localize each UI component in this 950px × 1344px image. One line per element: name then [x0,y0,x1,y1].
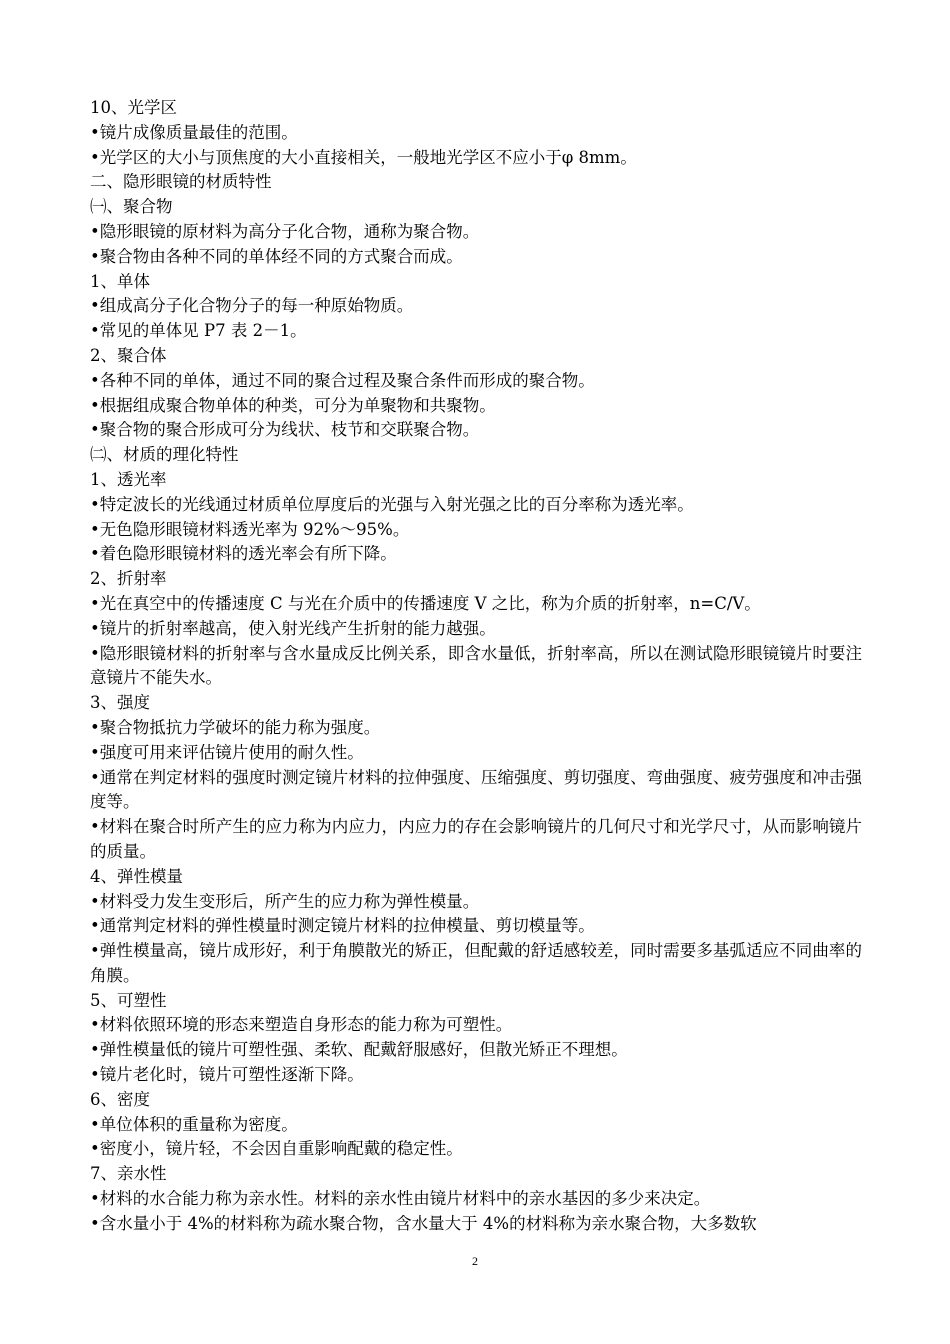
bullet-item: •通常在判定材料的强度时测定镜片材料的拉伸强度、压缩强度、剪切强度、弯曲强度、疲劳强度和冲击强度等。 [90,767,862,812]
bullet-item: •弹性模量高，镜片成形好，利于角膜散光的矫正，但配戴的舒适感较差，同时需要多基弧适应不同曲率的角膜。 [90,941,862,985]
section-heading: ㈡、材质的理化特性 [90,445,239,465]
subsection-heading: 2、折射率 [90,569,167,589]
subsection-heading: 1、单体 [90,271,150,291]
bullet-item: •聚合物由各种不同的单体经不同的方式聚合而成。 [90,246,463,266]
bullet-item: •各种不同的单体，通过不同的聚合过程及聚合条件而形成的聚合物。 [90,370,595,390]
bullet-item: •聚合物的聚合形成可分为线状、枝节和交联聚合物。 [90,420,480,440]
chapter-heading: 二、隐形眼镜的材质特性 [90,172,272,192]
bullet-item: •隐形眼镜材料的折射率与含水量成反比例关系，即含水量低，折射率高，所以在测试隐形眼镜镜片时要注意镜片不能失水。 [90,643,862,688]
bullet-item: •聚合物抵抗力学破坏的能力称为强度。 [90,717,381,737]
bullet-item: •材料的水合能力称为亲水性。材料的亲水性由镜片材料中的亲水基因的多少来决定。 [90,1189,711,1209]
bullet-item: •镜片成像质量最佳的范围。 [90,122,298,142]
bullet-item: •特定波长的光线通过材质单位厚度后的光强与入射光强之比的百分率称为透光率。 [90,494,694,514]
bullet-item: •镜片的折射率越高，使入射光线产生折射的能力越强。 [90,618,496,638]
bullet-item: •密度小，镜片轻，不会因自重影响配戴的稳定性。 [90,1139,463,1159]
subsection-heading: 5、可塑性 [90,990,167,1010]
subsection-heading: 1、透光率 [90,469,167,489]
bullet-item: •材料受力发生变形后，所产生的应力称为弹性模量。 [90,891,480,911]
bullet-item: •隐形眼镜的原材料为高分子化合物，通称为聚合物。 [90,221,480,241]
bullet-item: •强度可用来评估镜片使用的耐久性。 [90,742,364,762]
section-heading: ㈠、聚合物 [90,197,173,217]
subsection-heading: 2、聚合体 [90,345,167,365]
bullet-item: •着色隐形眼镜材料的透光率会有所下降。 [90,544,397,564]
page-number: 2 [472,1254,478,1268]
bullet-item: •光学区的大小与顶焦度的大小直接相关，一般地光学区不应小于φ 8mm。 [90,147,637,167]
subsection-heading: 7、亲水性 [90,1164,167,1184]
bullet-item: •组成高分子化合物分子的每一种原始物质。 [90,296,414,316]
bullet-item: •镜片老化时，镜片可塑性逐渐下降。 [90,1065,364,1085]
bullet-item: •单位体积的重量称为密度。 [90,1114,298,1134]
bullet-item: •通常判定材料的弹性模量时测定镜片材料的拉伸模量、剪切模量等。 [90,916,595,936]
bullet-item: •根据组成聚合物单体的种类，可分为单聚物和共聚物。 [90,395,496,415]
bullet-item: •材料依照环境的形态来塑造自身形态的能力称为可塑性。 [90,1015,513,1035]
subsection-heading: 6、密度 [90,1089,150,1109]
bullet-item: •无色隐形眼镜材料透光率为 92%～95%。 [90,519,410,539]
section-heading: 10、光学区 [90,98,177,117]
subsection-heading: 3、强度 [90,693,150,713]
document-body [90,96,862,1237]
bullet-item: •常见的单体见 P7 表 2－1。 [90,321,307,341]
bullet-item: •弹性模量低的镜片可塑性强、柔软、配戴舒服感好，但散光矫正不理想。 [90,1040,628,1060]
bullet-item: •材料在聚合时所产生的应力称为内应力，内应力的存在会影响镜片的几何尺寸和光学尺寸，从而影响镜片的质量。 [90,817,862,861]
subsection-heading: 4、弹性模量 [90,866,183,886]
bullet-item: •光在真空中的传播速度 C 与光在介质中的传播速度 V 之比，称为介质的折射率，n=C/V。 [90,593,761,613]
bullet-item: •含水量小于 4%的材料称为疏水聚合物，含水量大于 4%的材料称为亲水聚合物，大多数软 [90,1213,757,1233]
